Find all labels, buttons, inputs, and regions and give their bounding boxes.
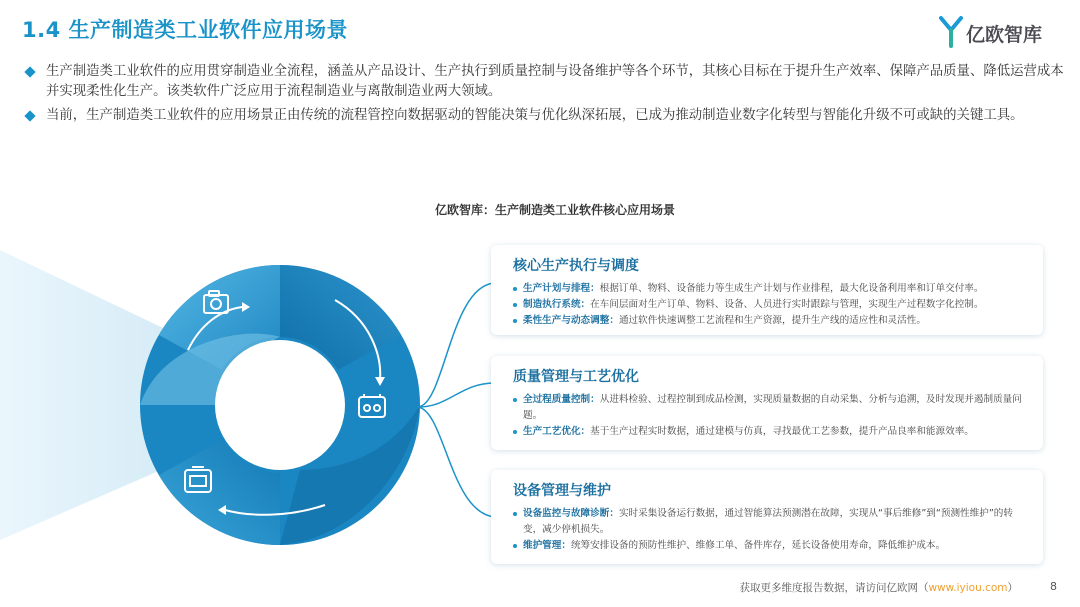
intro-bullet	[24, 62, 1064, 102]
card-item	[511, 506, 1029, 538]
page-number: 8	[1050, 580, 1057, 593]
footer-suffix: ）	[1007, 582, 1018, 594]
card-item	[511, 297, 1029, 313]
card-title: 设备管理与维护	[513, 483, 611, 499]
connector-to-card-1	[418, 283, 495, 407]
item-text: 通过软件快速调整工艺流程和生产资源，提升生产线的适应性和灵活性。	[618, 315, 926, 326]
item-label: 生产工艺优化：	[523, 426, 591, 437]
card-item	[511, 538, 1029, 554]
item-text: 基于生产过程实时数据，通过建模与仿真，寻找最优工艺参数，提升产品良率和能源效率。	[590, 426, 974, 437]
connector-to-card-3	[418, 407, 495, 517]
logo	[938, 12, 1068, 52]
card-item	[511, 424, 1029, 440]
bullet-dot-icon	[513, 430, 517, 434]
footer-prefix: 获取更多维度报告数据，请访问亿欧网（	[739, 582, 929, 594]
item-label: 生产计划与排程：	[523, 283, 600, 294]
diagram-title: 亿欧智库：生产制造类工业软件核心应用场景	[434, 203, 675, 217]
item-text: 从进料检验、过程控制到成品检测，实现质量数据的自动采集、分析与追溯，及时发现并遏制质量问题。	[523, 394, 1022, 421]
card-title: 核心生产执行与调度	[513, 258, 639, 274]
scenario-card-equipment	[491, 470, 1043, 564]
diamond-icon	[24, 110, 35, 121]
card-item	[511, 281, 1029, 297]
intro-bullet	[24, 106, 1064, 126]
card-item	[511, 313, 1029, 329]
item-text: 实时采集设备运行数据，通过智能算法预测潜在故障，实现从“事后维修”到“预测性维护”的转变，减少停机损失。	[523, 508, 1013, 535]
bullet-dot-icon	[513, 398, 517, 402]
item-text: 根据订单、物料、设备能力等生成生产计划与作业排程，最大化设备利用率和订单交付率。	[599, 283, 984, 294]
footer-note	[739, 580, 1018, 595]
scenario-card-quality	[491, 356, 1043, 450]
logo-mark-icon	[938, 14, 964, 50]
bullet-text: 生产制造类工业软件的应用贯穿制造业全流程，涵盖从产品设计、生产执行到质量控制与设备维护等各个环节，其核心目标在于提升生产效率、保障产品质量、降低运营成本并实现柔性化生产。该类软件广泛应用于流程制造业与离散制造业两大领域。	[46, 64, 1064, 99]
item-label: 维护管理：	[523, 540, 571, 551]
item-text: 统筹安排设备的预防性维护、维修工单、备件库存，延长设备使用寿命，降低维护成本。	[570, 540, 946, 551]
bullet-text: 当前，生产制造类工业软件的应用场景正由传统的流程管控向数据驱动的智能决策与优化纵深拓展，已成为推动制造业数字化转型与智能化升级不可或缺的关键工具。	[46, 108, 1024, 123]
bullet-dot-icon	[513, 319, 517, 323]
logo-text: 亿欧智库	[966, 24, 1043, 46]
connector-to-card-2	[418, 383, 495, 407]
page-title: 1.4 生产制造类工业软件应用场景	[22, 18, 349, 42]
item-label: 全过程质量控制：	[523, 394, 600, 405]
item-label: 柔性生产与动态调整：	[523, 315, 619, 326]
bullet-dot-icon	[513, 544, 517, 548]
ring-hole	[215, 340, 345, 470]
item-label: 制造执行系统：	[523, 299, 591, 310]
intro-bullets	[24, 62, 1064, 130]
card-item	[511, 392, 1029, 424]
bullet-dot-icon	[513, 287, 517, 291]
bullet-dot-icon	[513, 512, 517, 516]
item-label: 设备监控与故障诊断：	[523, 508, 619, 519]
process-ring	[130, 255, 430, 555]
item-text: 在车间层面对生产订单、物料、设备、人员进行实时跟踪与管理，实现生产过程数字化控制。	[590, 299, 984, 310]
footer-link[interactable]: www.iyiou.com	[928, 582, 1008, 594]
diamond-icon	[24, 66, 35, 77]
bullet-dot-icon	[513, 303, 517, 307]
card-title: 质量管理与工艺优化	[513, 369, 639, 385]
scenario-card-production	[491, 245, 1043, 335]
